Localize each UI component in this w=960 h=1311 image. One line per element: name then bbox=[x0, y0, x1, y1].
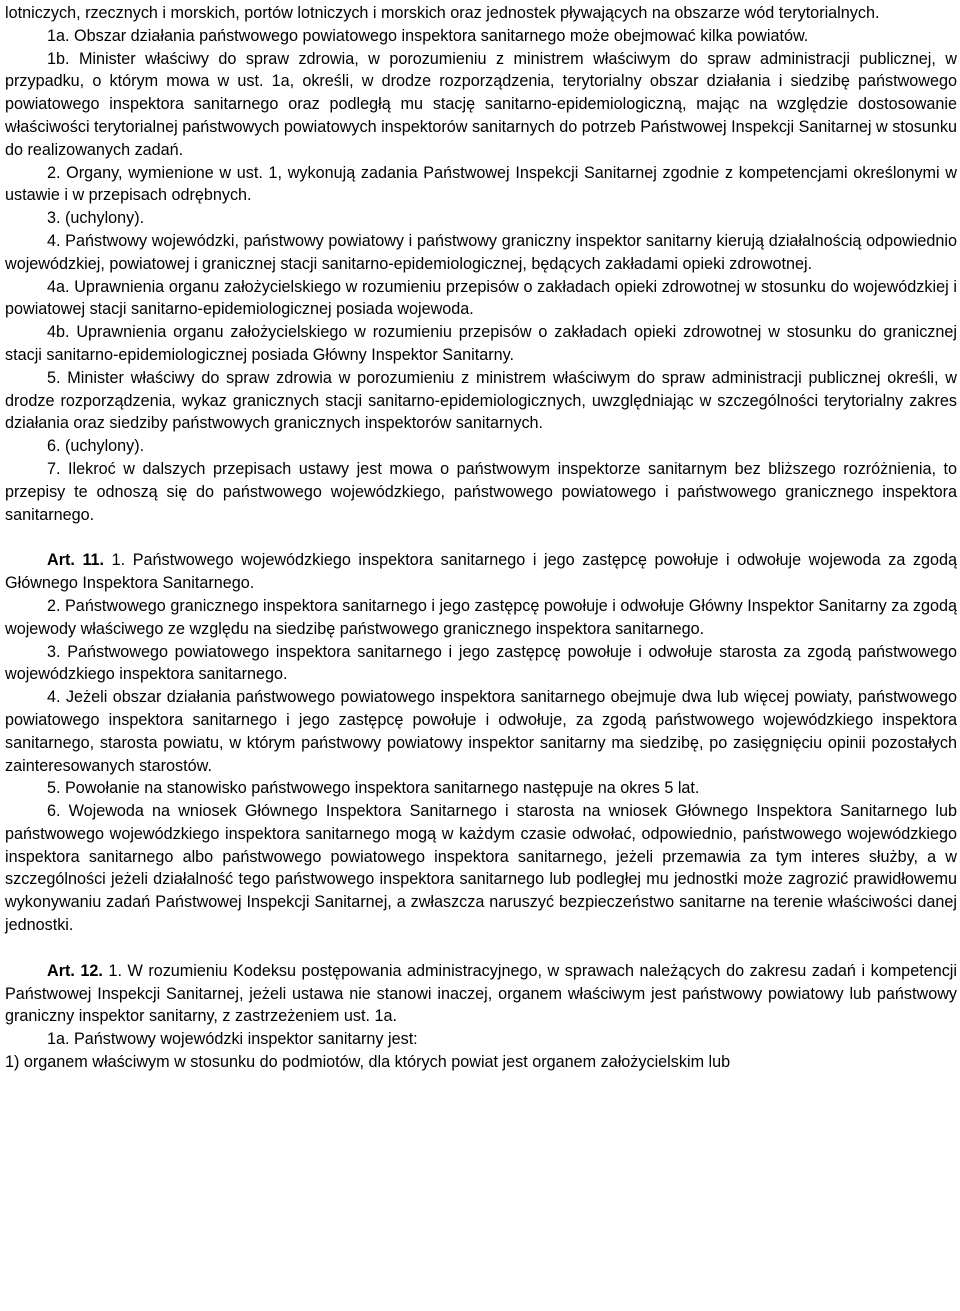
article-11-paragraph-5: 5. Powołanie na stanowisko państwowego inspektora sanitarnego następuje na okres 5 lat. bbox=[47, 779, 700, 798]
article-11 bbox=[5, 549, 957, 937]
article-12-heading: Art. 12. bbox=[47, 961, 103, 980]
article-12-paragraph-1 bbox=[5, 960, 957, 1028]
article-11-heading: Art. 11. bbox=[47, 551, 105, 570]
paragraph-7: 7. Ilekroć w dalszych przepisach ustawy jest mowa o państwowym inspektorze sanitarnym bez bliższego rozróżnienia, to przepisy te odnoszą się do państwowego wojewódzkiego, państwowego powiatowego i państwowego granicznego inspektora sanitarnego. bbox=[5, 459, 957, 524]
article-12 bbox=[5, 960, 957, 1074]
paragraph-6: 6. (uchylony). bbox=[47, 437, 145, 456]
paragraph-continuation: lotniczych, rzecznych i morskich, portów lotniczych i morskich oraz jednostek pływających na obszarze wód terytorialnych. bbox=[5, 4, 880, 22]
paragraph-4: 4. Państwowy wojewódzki, państwowy powiatowy i państwowy graniczny inspektor sanitarny kierują działalnością odpowiednio wojewódzkiej, powiatowej i granicznej stacji sanitarno-epidemiologicznej, będących zakładami opieki zdrowotnej. bbox=[5, 231, 957, 273]
section-continuation bbox=[5, 2, 957, 526]
article-12-paragraph-1a: 1a. Państwowy wojewódzki inspektor sanitarny jest: bbox=[47, 1030, 418, 1049]
paragraph-3: 3. (uchylony). bbox=[47, 209, 145, 228]
paragraph-4b: 4b. Uprawnienia organu założycielskiego w rozumieniu przepisów o zakładach opieki zdrowotnej w stosunku do granicznej stacji sanitarno-epidemiologicznej posiada Główny Inspektor Sanitarny. bbox=[5, 323, 957, 364]
paragraph-5: 5. Minister właściwy do spraw zdrowia w porozumieniu z ministrem właściwym do spraw administracji publicznej określi, w drodze rozporządzenia, wykaz granicznych stacji sanitarno-epidemiologicznych, uwzględniając w szczególności terytorialny zakres działania oraz siedziby państwowych granicznych inspektorów sanitarnych. bbox=[5, 368, 957, 433]
paragraph-2: 2. Organy, wymienione w ust. 1, wykonują zadania Państwowej Inspekcji Sanitarnej zgodnie z kompetencjami określonymi w ustawie i w przepisach odrębnych. bbox=[5, 163, 957, 205]
paragraph-4a: 4a. Uprawnienia organu założycielskiego w rozumieniu przepisów o zakładach opieki zdrowotnej w stosunku do wojewódzkiej i powiatowej stacji sanitarno-epidemiologicznej posiada wojewoda. bbox=[5, 277, 957, 319]
article-11-paragraph-6: 6. Wojewoda na wniosek Głównego Inspektora Sanitarnego i starosta na wniosek Głównego Inspektora Sanitarnego lub państwowego wojewódzkiego inspektora sanitarnego mogą w każdym czasie odwołać, odpowiednio, państwowego wojewódzkiego inspektora sanitarnego albo państwowego powiatowego inspektora sanitarnego, jeżeli przemawia za tym interes służby, a w szczególności jeżeli działalność tego państwowego inspektora sanitarnego lub podległej mu jednostki może zagrozić prawidłowemu wykonywaniu zadań Państwowej Inspekcji Sanitarnej, a zwłaszcza naruszyć bezpieczeństwo sanitarne na terenie właściwości danej jednostki. bbox=[5, 802, 957, 935]
article-11-paragraph-2: 2. Państwowego granicznego inspektora sanitarnego i jego zastępcę powołuje i odwołuje Główny Inspektor Sanitarny za zgodą wojewody właściwego ze względu na siedzibę państwowego granicznego inspektora sanitarnego. bbox=[5, 596, 957, 638]
article-11-paragraph-1-text: 1. Państwowego wojewódzkiego inspektora sanitarnego i jego zastępcę powołuje i odwołuje wojewoda za zgodą Głównego Inspektora Sanitarnego. bbox=[5, 551, 957, 593]
article-11-paragraph-3: 3. Państwowego powiatowego inspektora sanitarnego i jego zastępcę powołuje i odwołuje starosta za zgodą państwowego wojewódzkiego inspektora sanitarnego. bbox=[5, 642, 957, 684]
article-11-paragraph-4: 4. Jeżeli obszar działania państwowego powiatowego inspektora sanitarnego obejmuje dwa lub więcej powiaty, państwowego powiatowego inspektora sanitarnego i jego zastępcę powołuje i odwołuje, za zgodą państwowego wojewódzkiego inspektora sanitarnego, starosta powiatu, w którym państwowy powiatowy inspektor sanitarny ma siedzibę, po zasięgnięciu opinii pozostałych zainteresowanych starostów. bbox=[5, 688, 957, 775]
article-11-paragraph-1 bbox=[5, 549, 957, 595]
paragraph-1a: 1a. Obszar działania państwowego powiatowego inspektora sanitarnego może obejmować kilka powiatów. bbox=[47, 26, 809, 45]
paragraph-1b: 1b. Minister właściwy do spraw zdrowia, w porozumieniu z ministrem właściwym do spraw administracji publicznej, w przypadku, o którym mowa w ust. 1a, określi, w drodze rozporządzenia, terytorialny obszar działania i siedzibę państwowego powiatowego inspektora sanitarnego oraz podległą mu stację sanitarno-epidemiologiczną, mając na względzie dostosowanie właściwości terytorialnej państwowych powiatowych inspektorów sanitarnych do potrzeb Państwowej Inspekcji Sanitarnej w stosunku do realizowanych zadań. bbox=[5, 49, 957, 159]
article-12-list-item-1: 1) organem właściwym w stosunku do podmiotów, dla których powiat jest organem założycielskim lub bbox=[5, 1053, 731, 1072]
article-12-paragraph-1-text: 1. W rozumieniu Kodeksu postępowania administracyjnego, w sprawach należących do zakresu zadań i kompetencji Państwowej Inspekcji Sanitarnej, jeżeli ustawa nie stanowi inaczej, organem właściwym jest państwowy powiatowy lub państwowy graniczny inspektor sanitarny, z zastrzeżeniem ust. 1a. bbox=[5, 961, 957, 1026]
